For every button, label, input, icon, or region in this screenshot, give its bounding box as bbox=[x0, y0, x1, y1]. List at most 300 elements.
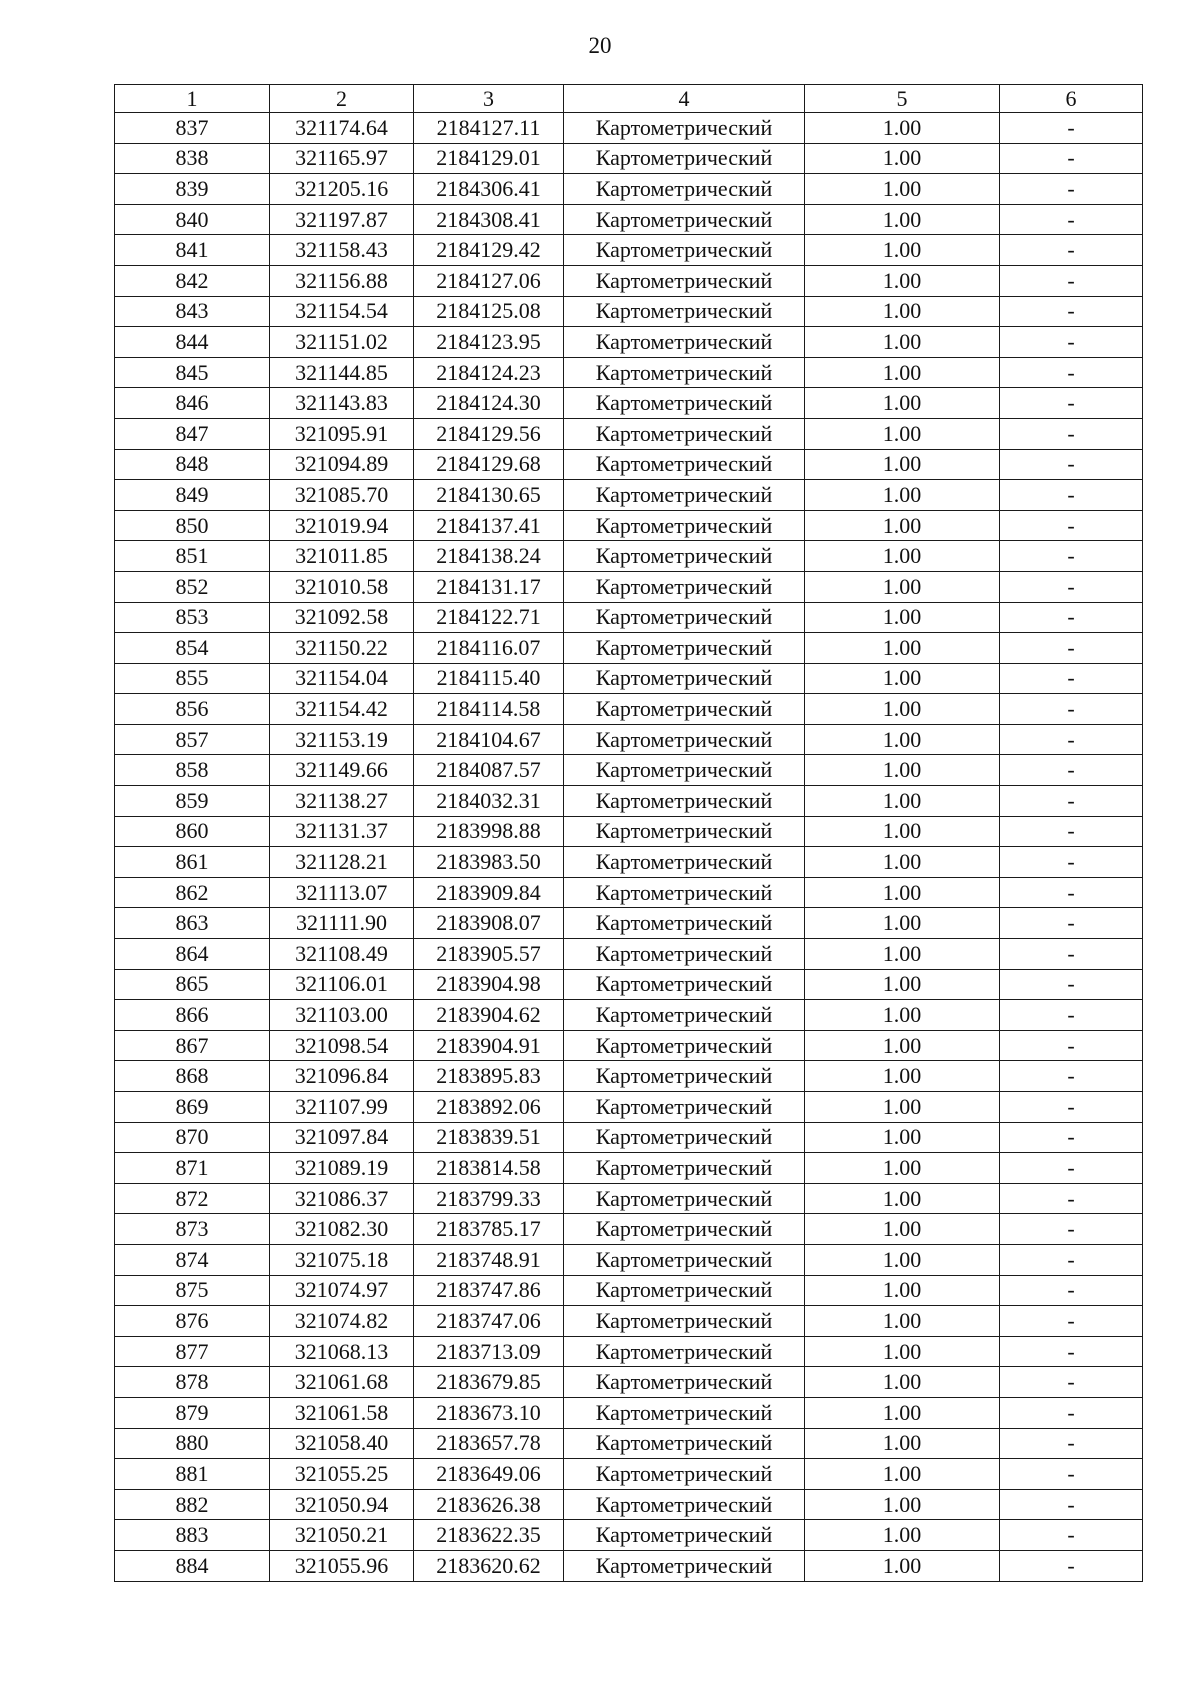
point-number-cell: 870 bbox=[115, 1122, 270, 1153]
note-cell: - bbox=[1000, 571, 1143, 602]
note-cell: - bbox=[1000, 1153, 1143, 1184]
method-cell: Картометрический bbox=[564, 1000, 805, 1031]
note-cell: - bbox=[1000, 1336, 1143, 1367]
accuracy-cell: 1.00 bbox=[805, 1061, 1000, 1092]
table-row bbox=[115, 1153, 1143, 1184]
note-cell: - bbox=[1000, 1459, 1143, 1490]
note-cell: - bbox=[1000, 1550, 1143, 1581]
y-coordinate-cell: 2184131.17 bbox=[414, 571, 564, 602]
accuracy-cell: 1.00 bbox=[805, 1092, 1000, 1123]
accuracy-cell: 1.00 bbox=[805, 480, 1000, 511]
table-row bbox=[115, 1214, 1143, 1245]
x-coordinate-cell: 321205.16 bbox=[270, 174, 414, 205]
x-coordinate-cell: 321156.88 bbox=[270, 265, 414, 296]
table-row bbox=[115, 510, 1143, 541]
table-row bbox=[115, 1428, 1143, 1459]
x-coordinate-cell: 321128.21 bbox=[270, 847, 414, 878]
accuracy-cell: 1.00 bbox=[805, 877, 1000, 908]
x-coordinate-cell: 321138.27 bbox=[270, 786, 414, 817]
method-cell: Картометрический bbox=[564, 1459, 805, 1490]
method-cell: Картометрический bbox=[564, 510, 805, 541]
point-number-cell: 884 bbox=[115, 1550, 270, 1581]
y-coordinate-cell: 2183620.62 bbox=[414, 1550, 564, 1581]
table-row bbox=[115, 143, 1143, 174]
x-coordinate-cell: 321106.01 bbox=[270, 969, 414, 1000]
table-row bbox=[115, 786, 1143, 817]
point-number-cell: 848 bbox=[115, 449, 270, 480]
point-number-cell: 860 bbox=[115, 816, 270, 847]
accuracy-cell: 1.00 bbox=[805, 235, 1000, 266]
y-coordinate-cell: 2184137.41 bbox=[414, 510, 564, 541]
x-coordinate-cell: 321113.07 bbox=[270, 877, 414, 908]
accuracy-cell: 1.00 bbox=[805, 113, 1000, 144]
y-coordinate-cell: 2184124.23 bbox=[414, 357, 564, 388]
x-coordinate-cell: 321095.91 bbox=[270, 418, 414, 449]
accuracy-cell: 1.00 bbox=[805, 1122, 1000, 1153]
point-number-cell: 845 bbox=[115, 357, 270, 388]
table-row bbox=[115, 174, 1143, 205]
y-coordinate-cell: 2184115.40 bbox=[414, 663, 564, 694]
table-row bbox=[115, 1306, 1143, 1337]
method-cell: Картометрический bbox=[564, 694, 805, 725]
table-row bbox=[115, 939, 1143, 970]
point-number-cell: 850 bbox=[115, 510, 270, 541]
table-row bbox=[115, 480, 1143, 511]
method-cell: Картометрический bbox=[564, 357, 805, 388]
note-cell: - bbox=[1000, 1030, 1143, 1061]
table-row bbox=[115, 1030, 1143, 1061]
method-cell: Картометрический bbox=[564, 480, 805, 511]
y-coordinate-cell: 2184124.30 bbox=[414, 388, 564, 419]
x-coordinate-cell: 321143.83 bbox=[270, 388, 414, 419]
note-cell: - bbox=[1000, 1306, 1143, 1337]
accuracy-cell: 1.00 bbox=[805, 755, 1000, 786]
note-cell: - bbox=[1000, 1275, 1143, 1306]
accuracy-cell: 1.00 bbox=[805, 969, 1000, 1000]
accuracy-cell: 1.00 bbox=[805, 1153, 1000, 1184]
note-cell: - bbox=[1000, 602, 1143, 633]
y-coordinate-cell: 2184032.31 bbox=[414, 786, 564, 817]
note-cell: - bbox=[1000, 1092, 1143, 1123]
method-cell: Картометрический bbox=[564, 388, 805, 419]
method-cell: Картометрический bbox=[564, 204, 805, 235]
point-number-cell: 853 bbox=[115, 602, 270, 633]
coordinates-table bbox=[114, 84, 1143, 1582]
note-cell: - bbox=[1000, 663, 1143, 694]
note-cell: - bbox=[1000, 235, 1143, 266]
accuracy-cell: 1.00 bbox=[805, 1244, 1000, 1275]
method-cell: Картометрический bbox=[564, 1061, 805, 1092]
header-cell-3: 3 bbox=[414, 85, 564, 113]
note-cell: - bbox=[1000, 1000, 1143, 1031]
x-coordinate-cell: 321153.19 bbox=[270, 724, 414, 755]
point-number-cell: 858 bbox=[115, 755, 270, 786]
page-number: 20 bbox=[588, 33, 612, 58]
method-cell: Картометрический bbox=[564, 541, 805, 572]
note-cell: - bbox=[1000, 143, 1143, 174]
method-cell: Картометрический bbox=[564, 1092, 805, 1123]
note-cell: - bbox=[1000, 1520, 1143, 1551]
method-cell: Картометрический bbox=[564, 571, 805, 602]
note-cell: - bbox=[1000, 877, 1143, 908]
table-row bbox=[115, 816, 1143, 847]
y-coordinate-cell: 2184129.01 bbox=[414, 143, 564, 174]
note-cell: - bbox=[1000, 1367, 1143, 1398]
method-cell: Картометрический bbox=[564, 1244, 805, 1275]
note-cell: - bbox=[1000, 1244, 1143, 1275]
point-number-cell: 883 bbox=[115, 1520, 270, 1551]
method-cell: Картометрический bbox=[564, 1030, 805, 1061]
accuracy-cell: 1.00 bbox=[805, 541, 1000, 572]
y-coordinate-cell: 2183747.06 bbox=[414, 1306, 564, 1337]
y-coordinate-cell: 2183904.62 bbox=[414, 1000, 564, 1031]
point-number-cell: 844 bbox=[115, 327, 270, 358]
x-coordinate-cell: 321150.22 bbox=[270, 633, 414, 664]
table-row bbox=[115, 265, 1143, 296]
header-cell-5: 5 bbox=[805, 85, 1000, 113]
method-cell: Картометрический bbox=[564, 633, 805, 664]
method-cell: Картометрический bbox=[564, 296, 805, 327]
table-row bbox=[115, 357, 1143, 388]
x-coordinate-cell: 321131.37 bbox=[270, 816, 414, 847]
y-coordinate-cell: 2183908.07 bbox=[414, 908, 564, 939]
point-number-cell: 880 bbox=[115, 1428, 270, 1459]
y-coordinate-cell: 2183839.51 bbox=[414, 1122, 564, 1153]
table-row bbox=[115, 1489, 1143, 1520]
method-cell: Картометрический bbox=[564, 847, 805, 878]
y-coordinate-cell: 2183673.10 bbox=[414, 1397, 564, 1428]
method-cell: Картометрический bbox=[564, 786, 805, 817]
y-coordinate-cell: 2184122.71 bbox=[414, 602, 564, 633]
x-coordinate-cell: 321068.13 bbox=[270, 1336, 414, 1367]
x-coordinate-cell: 321197.87 bbox=[270, 204, 414, 235]
point-number-cell: 851 bbox=[115, 541, 270, 572]
point-number-cell: 881 bbox=[115, 1459, 270, 1490]
point-number-cell: 861 bbox=[115, 847, 270, 878]
method-cell: Картометрический bbox=[564, 265, 805, 296]
point-number-cell: 855 bbox=[115, 663, 270, 694]
table-row bbox=[115, 724, 1143, 755]
note-cell: - bbox=[1000, 357, 1143, 388]
point-number-cell: 871 bbox=[115, 1153, 270, 1184]
table-row bbox=[115, 541, 1143, 572]
x-coordinate-cell: 321108.49 bbox=[270, 939, 414, 970]
accuracy-cell: 1.00 bbox=[805, 388, 1000, 419]
y-coordinate-cell: 2183892.06 bbox=[414, 1092, 564, 1123]
note-cell: - bbox=[1000, 174, 1143, 205]
note-cell: - bbox=[1000, 847, 1143, 878]
point-number-cell: 843 bbox=[115, 296, 270, 327]
table-row bbox=[115, 388, 1143, 419]
table-row bbox=[115, 694, 1143, 725]
x-coordinate-cell: 321098.54 bbox=[270, 1030, 414, 1061]
note-cell: - bbox=[1000, 786, 1143, 817]
table-row bbox=[115, 113, 1143, 144]
table-row bbox=[115, 1061, 1143, 1092]
accuracy-cell: 1.00 bbox=[805, 1000, 1000, 1031]
point-number-cell: 862 bbox=[115, 877, 270, 908]
method-cell: Картометрический bbox=[564, 877, 805, 908]
point-number-cell: 856 bbox=[115, 694, 270, 725]
method-cell: Картометрический bbox=[564, 663, 805, 694]
note-cell: - bbox=[1000, 1397, 1143, 1428]
x-coordinate-cell: 321096.84 bbox=[270, 1061, 414, 1092]
accuracy-cell: 1.00 bbox=[805, 296, 1000, 327]
accuracy-cell: 1.00 bbox=[805, 1367, 1000, 1398]
point-number-cell: 864 bbox=[115, 939, 270, 970]
accuracy-cell: 1.00 bbox=[805, 510, 1000, 541]
x-coordinate-cell: 321154.42 bbox=[270, 694, 414, 725]
table-row bbox=[115, 1520, 1143, 1551]
accuracy-cell: 1.00 bbox=[805, 1306, 1000, 1337]
note-cell: - bbox=[1000, 694, 1143, 725]
table-row bbox=[115, 1367, 1143, 1398]
method-cell: Картометрический bbox=[564, 908, 805, 939]
x-coordinate-cell: 321011.85 bbox=[270, 541, 414, 572]
accuracy-cell: 1.00 bbox=[805, 1183, 1000, 1214]
x-coordinate-cell: 321154.04 bbox=[270, 663, 414, 694]
y-coordinate-cell: 2183713.09 bbox=[414, 1336, 564, 1367]
table-row bbox=[115, 969, 1143, 1000]
table-header bbox=[115, 85, 1143, 113]
y-coordinate-cell: 2184104.67 bbox=[414, 724, 564, 755]
table-row bbox=[115, 633, 1143, 664]
table-row bbox=[115, 1244, 1143, 1275]
table-row bbox=[115, 449, 1143, 480]
method-cell: Картометрический bbox=[564, 235, 805, 266]
note-cell: - bbox=[1000, 969, 1143, 1000]
y-coordinate-cell: 2184125.08 bbox=[414, 296, 564, 327]
point-number-cell: 863 bbox=[115, 908, 270, 939]
point-number-cell: 847 bbox=[115, 418, 270, 449]
accuracy-cell: 1.00 bbox=[805, 1459, 1000, 1490]
accuracy-cell: 1.00 bbox=[805, 694, 1000, 725]
y-coordinate-cell: 2183905.57 bbox=[414, 939, 564, 970]
method-cell: Картометрический bbox=[564, 1489, 805, 1520]
point-number-cell: 852 bbox=[115, 571, 270, 602]
accuracy-cell: 1.00 bbox=[805, 1520, 1000, 1551]
note-cell: - bbox=[1000, 113, 1143, 144]
y-coordinate-cell: 2184123.95 bbox=[414, 327, 564, 358]
y-coordinate-cell: 2183657.78 bbox=[414, 1428, 564, 1459]
accuracy-cell: 1.00 bbox=[805, 327, 1000, 358]
table-row bbox=[115, 877, 1143, 908]
table-row bbox=[115, 1092, 1143, 1123]
method-cell: Картометрический bbox=[564, 174, 805, 205]
x-coordinate-cell: 321089.19 bbox=[270, 1153, 414, 1184]
table-row bbox=[115, 1336, 1143, 1367]
note-cell: - bbox=[1000, 388, 1143, 419]
x-coordinate-cell: 321061.68 bbox=[270, 1367, 414, 1398]
x-coordinate-cell: 321158.43 bbox=[270, 235, 414, 266]
y-coordinate-cell: 2183814.58 bbox=[414, 1153, 564, 1184]
point-number-cell: 874 bbox=[115, 1244, 270, 1275]
method-cell: Картометрический bbox=[564, 418, 805, 449]
accuracy-cell: 1.00 bbox=[805, 939, 1000, 970]
point-number-cell: 877 bbox=[115, 1336, 270, 1367]
note-cell: - bbox=[1000, 1428, 1143, 1459]
table-row bbox=[115, 1550, 1143, 1581]
note-cell: - bbox=[1000, 265, 1143, 296]
method-cell: Картометрический bbox=[564, 327, 805, 358]
y-coordinate-cell: 2183895.83 bbox=[414, 1061, 564, 1092]
method-cell: Картометрический bbox=[564, 113, 805, 144]
point-number-cell: 846 bbox=[115, 388, 270, 419]
x-coordinate-cell: 321094.89 bbox=[270, 449, 414, 480]
note-cell: - bbox=[1000, 327, 1143, 358]
note-cell: - bbox=[1000, 1489, 1143, 1520]
y-coordinate-cell: 2184127.11 bbox=[414, 113, 564, 144]
accuracy-cell: 1.00 bbox=[805, 449, 1000, 480]
method-cell: Картометрический bbox=[564, 724, 805, 755]
x-coordinate-cell: 321058.40 bbox=[270, 1428, 414, 1459]
y-coordinate-cell: 2183998.88 bbox=[414, 816, 564, 847]
y-coordinate-cell: 2183679.85 bbox=[414, 1367, 564, 1398]
accuracy-cell: 1.00 bbox=[805, 571, 1000, 602]
table-row bbox=[115, 1275, 1143, 1306]
accuracy-cell: 1.00 bbox=[805, 1030, 1000, 1061]
y-coordinate-cell: 2183904.91 bbox=[414, 1030, 564, 1061]
note-cell: - bbox=[1000, 204, 1143, 235]
x-coordinate-cell: 321075.18 bbox=[270, 1244, 414, 1275]
table-row bbox=[115, 908, 1143, 939]
accuracy-cell: 1.00 bbox=[805, 1336, 1000, 1367]
note-cell: - bbox=[1000, 1122, 1143, 1153]
y-coordinate-cell: 2184306.41 bbox=[414, 174, 564, 205]
point-number-cell: 854 bbox=[115, 633, 270, 664]
method-cell: Картометрический bbox=[564, 1214, 805, 1245]
x-coordinate-cell: 321074.97 bbox=[270, 1275, 414, 1306]
note-cell: - bbox=[1000, 480, 1143, 511]
table-row bbox=[115, 1459, 1143, 1490]
accuracy-cell: 1.00 bbox=[805, 786, 1000, 817]
table-body bbox=[115, 113, 1143, 1582]
x-coordinate-cell: 321061.58 bbox=[270, 1397, 414, 1428]
method-cell: Картометрический bbox=[564, 1183, 805, 1214]
note-cell: - bbox=[1000, 1183, 1143, 1214]
x-coordinate-cell: 321082.30 bbox=[270, 1214, 414, 1245]
y-coordinate-cell: 2184129.56 bbox=[414, 418, 564, 449]
header-cell-1: 1 bbox=[115, 85, 270, 113]
point-number-cell: 865 bbox=[115, 969, 270, 1000]
method-cell: Картометрический bbox=[564, 1367, 805, 1398]
method-cell: Картометрический bbox=[564, 1122, 805, 1153]
x-coordinate-cell: 321019.94 bbox=[270, 510, 414, 541]
accuracy-cell: 1.00 bbox=[805, 1275, 1000, 1306]
method-cell: Картометрический bbox=[564, 1275, 805, 1306]
note-cell: - bbox=[1000, 633, 1143, 664]
x-coordinate-cell: 321050.94 bbox=[270, 1489, 414, 1520]
accuracy-cell: 1.00 bbox=[805, 143, 1000, 174]
accuracy-cell: 1.00 bbox=[805, 174, 1000, 205]
note-cell: - bbox=[1000, 939, 1143, 970]
y-coordinate-cell: 2183748.91 bbox=[414, 1244, 564, 1275]
table-row bbox=[115, 1397, 1143, 1428]
note-cell: - bbox=[1000, 816, 1143, 847]
point-number-cell: 878 bbox=[115, 1367, 270, 1398]
accuracy-cell: 1.00 bbox=[805, 1397, 1000, 1428]
x-coordinate-cell: 321055.25 bbox=[270, 1459, 414, 1490]
accuracy-cell: 1.00 bbox=[805, 1214, 1000, 1245]
x-coordinate-cell: 321092.58 bbox=[270, 602, 414, 633]
y-coordinate-cell: 2184087.57 bbox=[414, 755, 564, 786]
x-coordinate-cell: 321149.66 bbox=[270, 755, 414, 786]
y-coordinate-cell: 2183649.06 bbox=[414, 1459, 564, 1490]
point-number-cell: 869 bbox=[115, 1092, 270, 1123]
method-cell: Картометрический bbox=[564, 1397, 805, 1428]
point-number-cell: 842 bbox=[115, 265, 270, 296]
point-number-cell: 867 bbox=[115, 1030, 270, 1061]
y-coordinate-cell: 2183626.38 bbox=[414, 1489, 564, 1520]
point-number-cell: 872 bbox=[115, 1183, 270, 1214]
y-coordinate-cell: 2184130.65 bbox=[414, 480, 564, 511]
method-cell: Картометрический bbox=[564, 143, 805, 174]
point-number-cell: 873 bbox=[115, 1214, 270, 1245]
accuracy-cell: 1.00 bbox=[805, 908, 1000, 939]
table-row bbox=[115, 755, 1143, 786]
table-row bbox=[115, 663, 1143, 694]
point-number-cell: 840 bbox=[115, 204, 270, 235]
table-row bbox=[115, 1183, 1143, 1214]
table-row bbox=[115, 235, 1143, 266]
x-coordinate-cell: 321107.99 bbox=[270, 1092, 414, 1123]
header-cell-2: 2 bbox=[270, 85, 414, 113]
point-number-cell: 882 bbox=[115, 1489, 270, 1520]
point-number-cell: 857 bbox=[115, 724, 270, 755]
y-coordinate-cell: 2183785.17 bbox=[414, 1214, 564, 1245]
method-cell: Картометрический bbox=[564, 1550, 805, 1581]
y-coordinate-cell: 2183622.35 bbox=[414, 1520, 564, 1551]
point-number-cell: 839 bbox=[115, 174, 270, 205]
point-number-cell: 875 bbox=[115, 1275, 270, 1306]
header-cell-4: 4 bbox=[564, 85, 805, 113]
note-cell: - bbox=[1000, 296, 1143, 327]
x-coordinate-cell: 321085.70 bbox=[270, 480, 414, 511]
point-number-cell: 866 bbox=[115, 1000, 270, 1031]
point-number-cell: 838 bbox=[115, 143, 270, 174]
note-cell: - bbox=[1000, 908, 1143, 939]
point-number-cell: 841 bbox=[115, 235, 270, 266]
x-coordinate-cell: 321086.37 bbox=[270, 1183, 414, 1214]
method-cell: Картометрический bbox=[564, 755, 805, 786]
x-coordinate-cell: 321050.21 bbox=[270, 1520, 414, 1551]
y-coordinate-cell: 2183904.98 bbox=[414, 969, 564, 1000]
x-coordinate-cell: 321010.58 bbox=[270, 571, 414, 602]
note-cell: - bbox=[1000, 541, 1143, 572]
method-cell: Картометрический bbox=[564, 939, 805, 970]
method-cell: Картометрический bbox=[564, 1336, 805, 1367]
method-cell: Картометрический bbox=[564, 1520, 805, 1551]
accuracy-cell: 1.00 bbox=[805, 357, 1000, 388]
point-number-cell: 879 bbox=[115, 1397, 270, 1428]
method-cell: Картометрический bbox=[564, 1428, 805, 1459]
y-coordinate-cell: 2183983.50 bbox=[414, 847, 564, 878]
table-row bbox=[115, 418, 1143, 449]
note-cell: - bbox=[1000, 1061, 1143, 1092]
y-coordinate-cell: 2183909.84 bbox=[414, 877, 564, 908]
method-cell: Картометрический bbox=[564, 816, 805, 847]
method-cell: Картометрический bbox=[564, 602, 805, 633]
accuracy-cell: 1.00 bbox=[805, 1550, 1000, 1581]
y-coordinate-cell: 2183747.86 bbox=[414, 1275, 564, 1306]
note-cell: - bbox=[1000, 755, 1143, 786]
method-cell: Картометрический bbox=[564, 1153, 805, 1184]
accuracy-cell: 1.00 bbox=[805, 1428, 1000, 1459]
method-cell: Картометрический bbox=[564, 1306, 805, 1337]
y-coordinate-cell: 2184114.58 bbox=[414, 694, 564, 725]
y-coordinate-cell: 2184127.06 bbox=[414, 265, 564, 296]
x-coordinate-cell: 321174.64 bbox=[270, 113, 414, 144]
